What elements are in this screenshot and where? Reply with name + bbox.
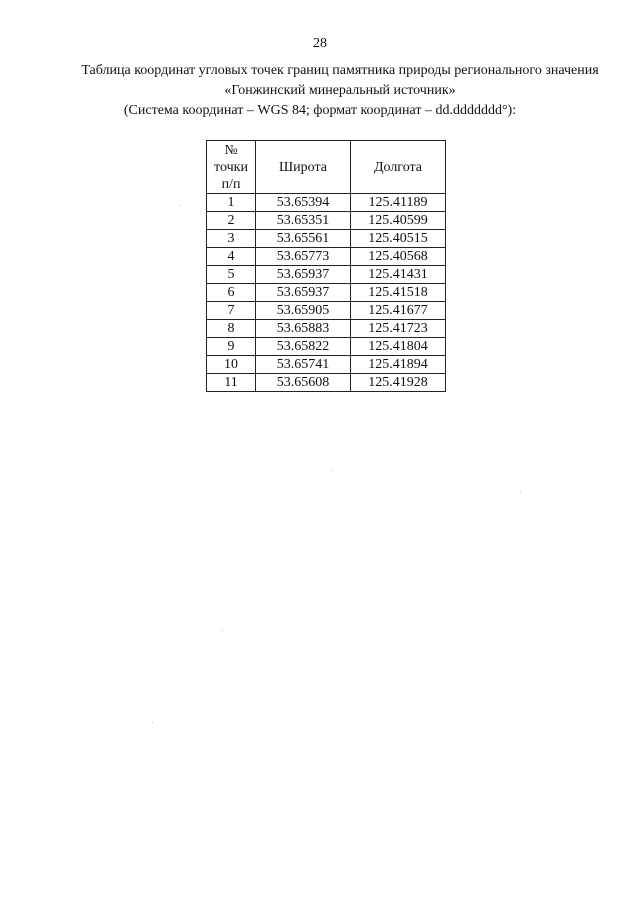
point-number: 1 xyxy=(207,194,256,212)
table-row xyxy=(207,320,446,338)
latitude-cell: 53.65394 xyxy=(256,194,351,212)
table-row xyxy=(207,266,446,284)
table-header xyxy=(207,141,446,194)
latitude-cell: 53.65937 xyxy=(256,266,351,284)
scan-speck xyxy=(222,630,223,631)
table-row xyxy=(207,302,446,320)
longitude-cell: 125.41804 xyxy=(351,338,446,356)
point-number: 6 xyxy=(207,284,256,302)
longitude-cell: 125.41518 xyxy=(351,284,446,302)
point-number: 5 xyxy=(207,266,256,284)
longitude-cell: 125.41723 xyxy=(351,320,446,338)
table-row xyxy=(207,212,446,230)
scan-speck xyxy=(332,470,333,471)
coordinate-system-note: (Система координат – WGS 84; формат координат – dd.ddddddd°): xyxy=(123,103,517,118)
table-row xyxy=(207,338,446,356)
point-number: 4 xyxy=(207,248,256,266)
longitude-cell: 125.41431 xyxy=(351,266,446,284)
coordinates-table xyxy=(206,140,446,392)
longitude-cell: 125.40568 xyxy=(351,248,446,266)
table-row xyxy=(207,374,446,392)
table-header-row xyxy=(207,141,446,194)
longitude-cell: 125.41928 xyxy=(351,374,446,392)
header-latitude: Широта xyxy=(256,141,351,194)
header-longitude: Долгота xyxy=(351,141,446,194)
point-number: 9 xyxy=(207,338,256,356)
point-number: 7 xyxy=(207,302,256,320)
latitude-cell: 53.65608 xyxy=(256,374,351,392)
point-number: 3 xyxy=(207,230,256,248)
longitude-cell: 125.41677 xyxy=(351,302,446,320)
latitude-cell: 53.65561 xyxy=(256,230,351,248)
point-number: 11 xyxy=(207,374,256,392)
latitude-cell: 53.65351 xyxy=(256,212,351,230)
point-number: 2 xyxy=(207,212,256,230)
latitude-cell: 53.65741 xyxy=(256,356,351,374)
table-row xyxy=(207,284,446,302)
document-title: Таблица координат угловых точек границ памятника природы регионального значения «Гонжинский минеральный источник» xyxy=(81,63,599,98)
table-row xyxy=(207,248,446,266)
scan-speck xyxy=(152,722,153,723)
table-body xyxy=(207,194,446,392)
scan-speck xyxy=(520,492,521,493)
point-number: 8 xyxy=(207,320,256,338)
table-row xyxy=(207,356,446,374)
page-number: 28 xyxy=(313,36,327,51)
longitude-cell: 125.40515 xyxy=(351,230,446,248)
latitude-cell: 53.65883 xyxy=(256,320,351,338)
point-number: 10 xyxy=(207,356,256,374)
table-row xyxy=(207,230,446,248)
header-point-number: № точки п/п xyxy=(207,141,256,194)
longitude-cell: 125.41894 xyxy=(351,356,446,374)
scan-speck xyxy=(180,205,181,206)
longitude-cell: 125.41189 xyxy=(351,194,446,212)
latitude-cell: 53.65822 xyxy=(256,338,351,356)
longitude-cell: 125.40599 xyxy=(351,212,446,230)
latitude-cell: 53.65937 xyxy=(256,284,351,302)
table-row xyxy=(207,194,446,212)
latitude-cell: 53.65773 xyxy=(256,248,351,266)
latitude-cell: 53.65905 xyxy=(256,302,351,320)
